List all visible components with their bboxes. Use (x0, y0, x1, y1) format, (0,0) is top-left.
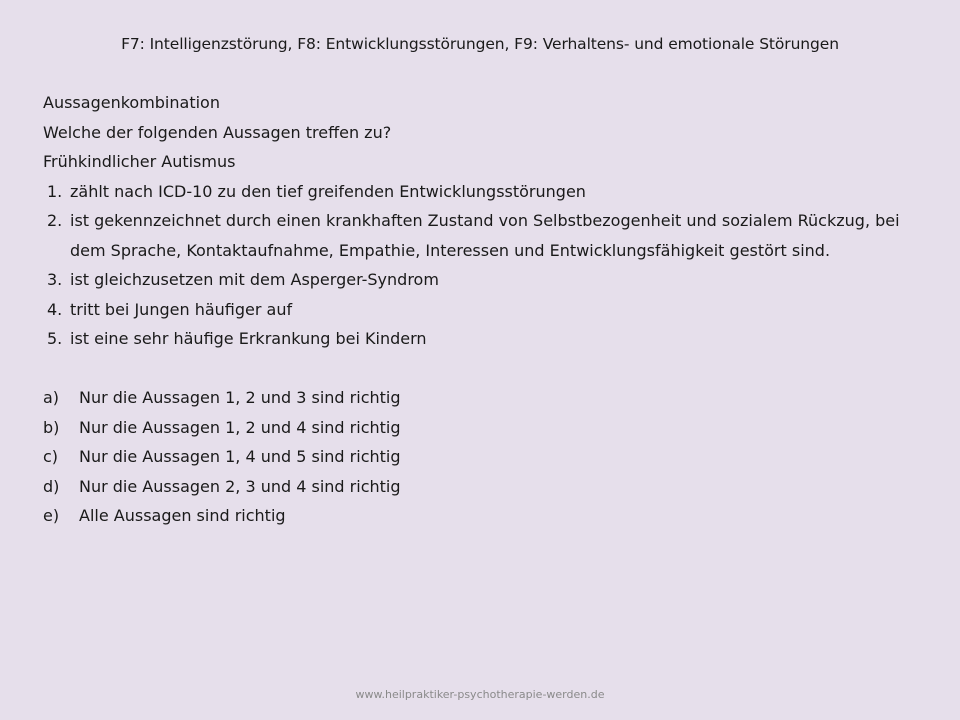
option-text: Nur die Aussagen 2, 3 und 4 sind richtig (79, 476, 401, 496)
option-text: Nur die Aussagen 1, 2 und 4 sind richtig (79, 417, 401, 437)
spacer (43, 354, 923, 384)
answer-option (43, 472, 923, 502)
option-text: Nur die Aussagen 1, 4 und 5 sind richtig (79, 447, 401, 466)
option-letter: c) (43, 447, 59, 466)
statement-number: 3. (47, 270, 63, 289)
slide-title: F7: Intelligenzstörung, F8: Entwicklungsstörungen, F9: Verhaltens- und emotionale Störungen (121, 35, 839, 53)
answer-option (43, 383, 923, 413)
statement-item (43, 206, 923, 265)
option-letter: e) (43, 506, 60, 525)
answer-option (43, 413, 923, 443)
question-topic: Frühkindlicher Autismus (43, 152, 236, 171)
statement-text: ist gekennzeichnet durch einen krankhaften Zustand von Selbstbezogenheit und sozialem Rückzug, bei dem Sprache, Kontaktaufnahme, Empathie, Interessen und Entwicklungsfähigkeit gestört sind. (70, 211, 900, 260)
statement-text: ist gleichzusetzen mit dem Asperger-Syndrom (70, 270, 439, 289)
statement-item (43, 265, 923, 295)
statement-number: 1. (47, 181, 63, 201)
statement-text: ist eine sehr häufige Erkrankung bei Kindern (70, 329, 427, 348)
question-text: Welche der folgenden Aussagen treffen zu? (43, 122, 392, 142)
statement-item (43, 295, 923, 325)
option-letter: d) (43, 476, 60, 496)
footer-url: www.heilpraktiker-psychotherapie-werden.de (355, 688, 605, 701)
statement-text: zählt nach ICD-10 zu den tief greifenden Entwicklungsstörungen (70, 181, 586, 201)
option-text: Alle Aussagen sind richtig (79, 506, 286, 525)
statement-item (43, 177, 923, 207)
option-text: Nur die Aussagen 1, 2 und 3 sind richtig (79, 388, 401, 407)
statement-item (43, 324, 923, 354)
question-content (43, 88, 923, 531)
statement-number: 5. (47, 329, 63, 348)
question-type: Aussagenkombination (43, 93, 220, 112)
answer-option (43, 442, 923, 472)
option-letter: a) (43, 388, 60, 407)
answer-option (43, 501, 923, 531)
statement-text: tritt bei Jungen häufiger auf (70, 299, 293, 319)
statement-number: 2. (47, 211, 63, 230)
statement-number: 4. (47, 299, 63, 319)
option-letter: b) (43, 417, 60, 437)
